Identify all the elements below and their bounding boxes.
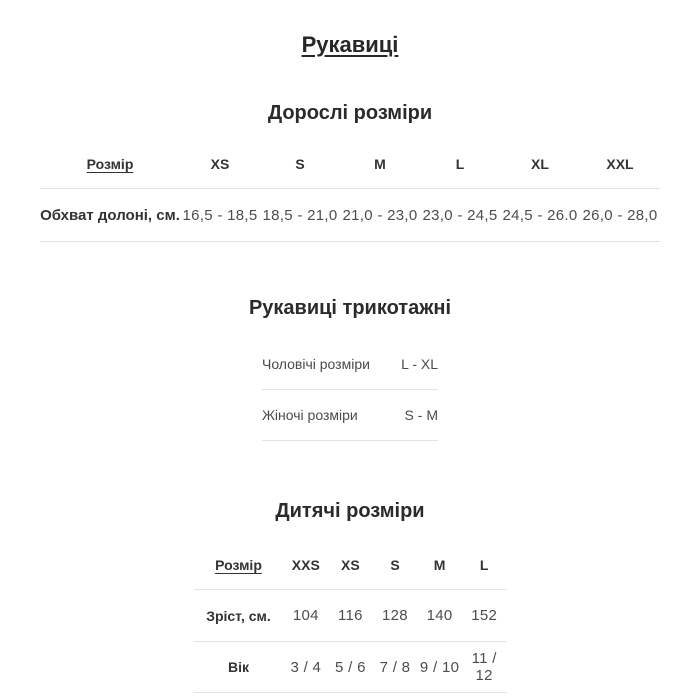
children-sizes-table xyxy=(194,540,507,693)
palm-girth-xxl: 26,0 - 28,0 xyxy=(582,206,658,224)
height-label: Зріст, см. xyxy=(206,607,271,624)
palm-girth-m: 21,0 - 23,0 xyxy=(342,206,418,224)
height-xxs: 104 xyxy=(292,607,319,624)
adult-header-xxl: XXL xyxy=(606,155,634,172)
adult-header-l: L xyxy=(455,155,465,172)
adult-sizes-heading: Дорослі розміри xyxy=(267,102,433,124)
table-row xyxy=(262,339,438,390)
height-s: 128 xyxy=(382,607,408,624)
kids-header-m: M xyxy=(433,556,446,573)
age-l: 11 / 12 xyxy=(471,650,497,684)
kids-header-xxs: XXS xyxy=(291,556,320,573)
mens-sizes-label: Чоловічі розміри xyxy=(262,356,370,372)
kids-header-xs: XS xyxy=(341,556,360,573)
age-m: 9 / 10 xyxy=(419,658,460,676)
womens-sizes-value: S - M xyxy=(404,407,438,423)
table-row xyxy=(40,189,660,242)
page-title-text: Рукавиці xyxy=(301,32,399,57)
table-row xyxy=(194,642,507,693)
age-xxs: 3 / 4 xyxy=(290,658,322,676)
knitted-gloves-heading: Рукавиці трикотажні xyxy=(248,297,452,319)
palm-girth-xl: 24,5 - 26.0 xyxy=(502,206,578,224)
palm-girth-l: 23,0 - 24,5 xyxy=(422,206,498,224)
adult-sizes-table xyxy=(40,139,660,242)
adult-table-header-row xyxy=(40,139,660,189)
adult-header-m: M xyxy=(374,155,386,172)
kids-header-s: S xyxy=(390,556,400,573)
age-label: Вік xyxy=(227,659,249,675)
table-row xyxy=(194,590,507,642)
age-s: 7 / 8 xyxy=(379,658,411,676)
children-sizes-heading: Дитячі розміри xyxy=(275,500,425,522)
knitted-gloves-table xyxy=(262,339,438,441)
womens-sizes-label: Жіночі розміри xyxy=(262,407,358,423)
adult-header-size-label: Розмір xyxy=(86,155,134,172)
adult-header-xl: XL xyxy=(531,155,549,172)
page-title xyxy=(0,0,700,58)
height-xs: 116 xyxy=(337,607,363,624)
height-m: 140 xyxy=(426,607,453,624)
age-xs: 5 / 6 xyxy=(335,658,366,676)
kids-header-size-label: Розмір xyxy=(215,556,262,573)
palm-girth-s: 18,5 - 21,0 xyxy=(262,206,338,224)
table-row xyxy=(262,390,438,441)
kids-table-header-row xyxy=(194,540,507,590)
palm-girth-label: Обхват долоні, см. xyxy=(40,206,180,224)
mens-sizes-value: L - XL xyxy=(401,356,438,372)
adult-header-s: S xyxy=(295,155,305,172)
palm-girth-xs: 16,5 - 18,5 xyxy=(182,206,258,224)
adult-header-xs: XS xyxy=(210,155,230,172)
kids-header-l: L xyxy=(479,556,489,573)
height-l: 152 xyxy=(471,607,498,624)
